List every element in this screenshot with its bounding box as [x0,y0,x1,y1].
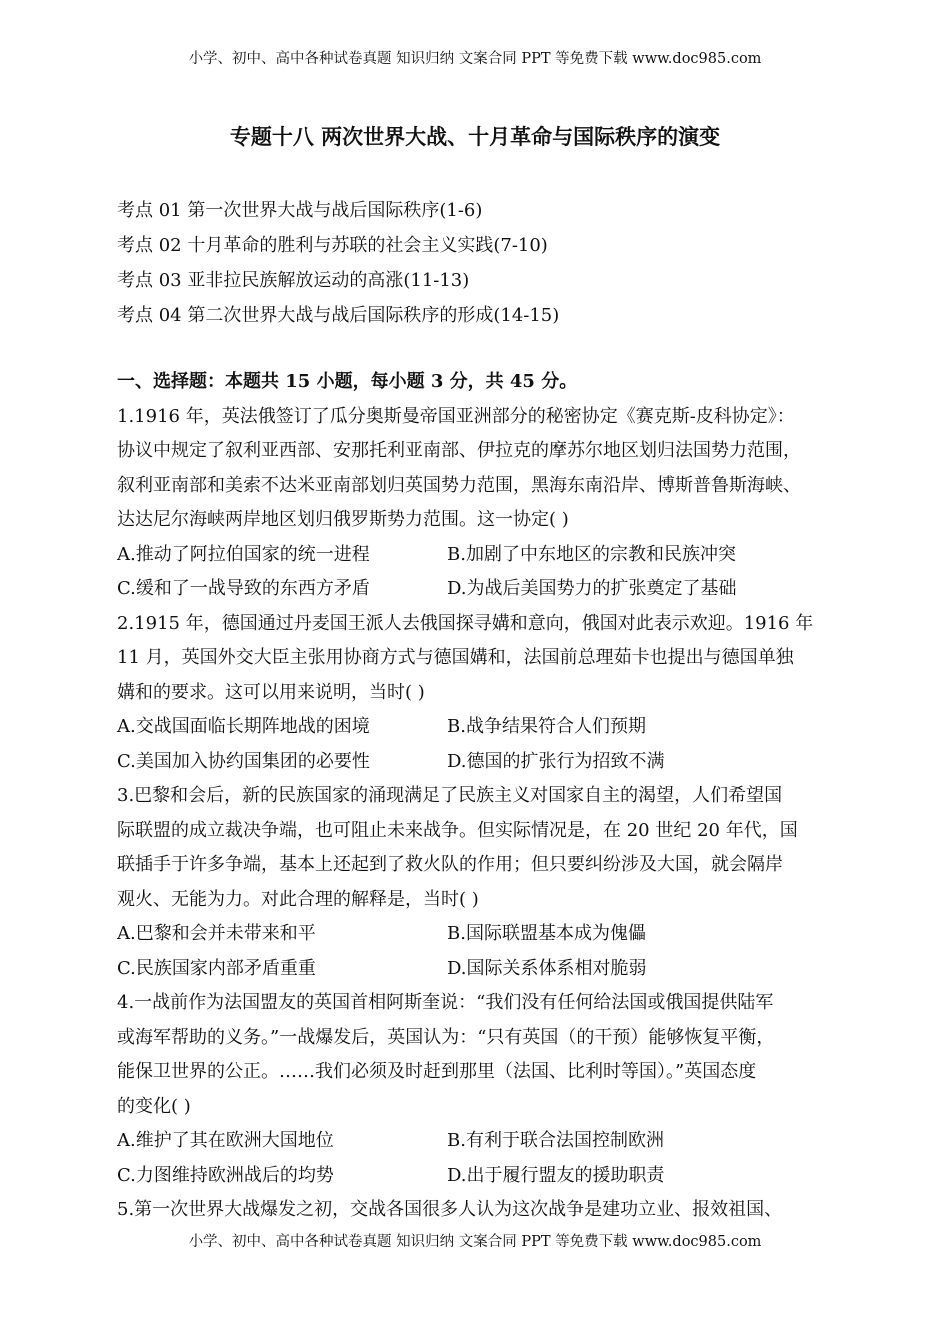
question-4 [117,986,857,1193]
question-line: 能保卫世界的公正。……我们必须及时赶到那里（法国、比利时等国）。”英国态度 [117,1061,757,1082]
option-b: B.加剧了中东地区的宗教和民族冲突 [447,543,736,565]
question-line: 或海军帮助的义务。”一战爆发后，英国认为：“只有英国（的干预）能够恢复平衡， [117,1026,775,1048]
option-a: A.维护了其在欧洲大国地位 [117,1130,334,1151]
kaodian-3: 考点 03 亚非拉民族解放运动的高涨(11-13) [117,270,470,291]
kaodian-2: 考点 02 十月革命的胜利与苏联的社会主义实践(7-10) [117,235,548,256]
question-line: 联插手于许多争端，基本上还起到了救火队的作用；但只要纠纷涉及大国，就会隔岸 [117,854,783,875]
header-banner: 小学、初中、高中各种试卷真题 知识归纳 文案合同 PPT 等免费下载 www.doc985.com [188,51,762,67]
option-d: D.出于履行盟友的援助职责 [447,1164,665,1186]
option-b: B.国际联盟基本成为傀儡 [447,923,646,944]
kaodian-4: 考点 04 第二次世界大战与战后国际秩序的形成(14-15) [117,305,560,326]
footer-banner: 小学、初中、高中各种试卷真题 知识归纳 文案合同 PPT 等免费下载 www.doc985.com [188,1234,762,1250]
option-c: C.美国加入协约国集团的必要性 [117,750,370,772]
question-line: 媾和的要求。这可以用来说明，当时( ) [117,681,425,703]
question-2 [117,607,857,780]
option-c: C.力图维持欧洲战后的均势 [117,1164,334,1186]
question-line: 5.第一次世界大战爆发之初，交战各国很多人认为这次战争是建功立业、报效祖国、 [117,1199,783,1220]
option-b: B.战争结果符合人们预期 [447,716,646,737]
question-line: 观火、无能为力。对此合理的解释是，当时( ) [117,888,479,910]
option-d: D.德国的扩张行为招致不满 [447,750,665,772]
question-line: 3.巴黎和会后，新的民族国家的涌现满足了民族主义对国家自主的渴望，人们希望国 [117,785,783,806]
question-line: 际联盟的成立裁决争端，也可阻止未来战争。但实际情况是，在 20 世纪 20 年代，国 [117,819,798,841]
question-line: 的变化( ) [117,1095,191,1117]
option-a: A.推动了阿拉伯国家的统一进程 [117,543,370,565]
question-line: 叙利亚南部和美索不达米亚南部划归英国势力范围，黑海东南沿岸、博斯普鲁斯海峡、 [117,474,801,496]
option-c: C.民族国家内部矛盾重重 [117,957,316,979]
section-heading: 一、选择题：本题共 15 小题，每小题 3 分，共 45 分。 [117,371,578,392]
option-a: A.巴黎和会并未带来和平 [117,923,316,944]
question-line: 达达尼尔海峡两岸地区划归俄罗斯势力范围。这一协定( ) [117,509,569,530]
option-b: B.有利于联合法国控制欧洲 [447,1130,664,1151]
option-c: C.缓和了一战导致的东西方矛盾 [117,578,370,599]
question-line: 1.1916 年，英法俄签订了瓜分奥斯曼帝国亚洲部分的秘密协定《赛克斯-皮科协定》： [117,405,795,427]
kaodian-1: 考点 01 第一次世界大战与战后国际秩序(1-6) [117,200,483,221]
question-line: 11 月，英国外交大臣主张用协商方式与德国媾和，法国前总理茹卡也提出与德国单独 [117,647,794,668]
option-d: D.为战后美国势力的扩张奠定了基础 [447,578,737,599]
question-1 [117,400,857,607]
question-3 [117,779,857,986]
option-d: D.国际关系体系相对脆弱 [447,957,647,979]
question-5 [117,1193,857,1228]
question-line: 4.一战前作为法国盟友的英国首相阿斯奎说：“我们没有任何给法国或俄国提供陆军 [117,992,774,1013]
document-body [117,193,857,1228]
question-line: 协议中规定了叙利亚西部、安那托利亚南部、伊拉克的摩苏尔地区划归法国势力范围， [117,440,801,461]
question-line: 2.1915 年，德国通过丹麦国王派人去俄国探寻媾和意向，俄国对此表示欢迎。1916 年 [117,612,814,634]
option-a: A.交战国面临长期阵地战的困境 [117,716,370,737]
page-title: 专题十八 两次世界大战、十月革命与国际秩序的演变 [229,124,721,149]
